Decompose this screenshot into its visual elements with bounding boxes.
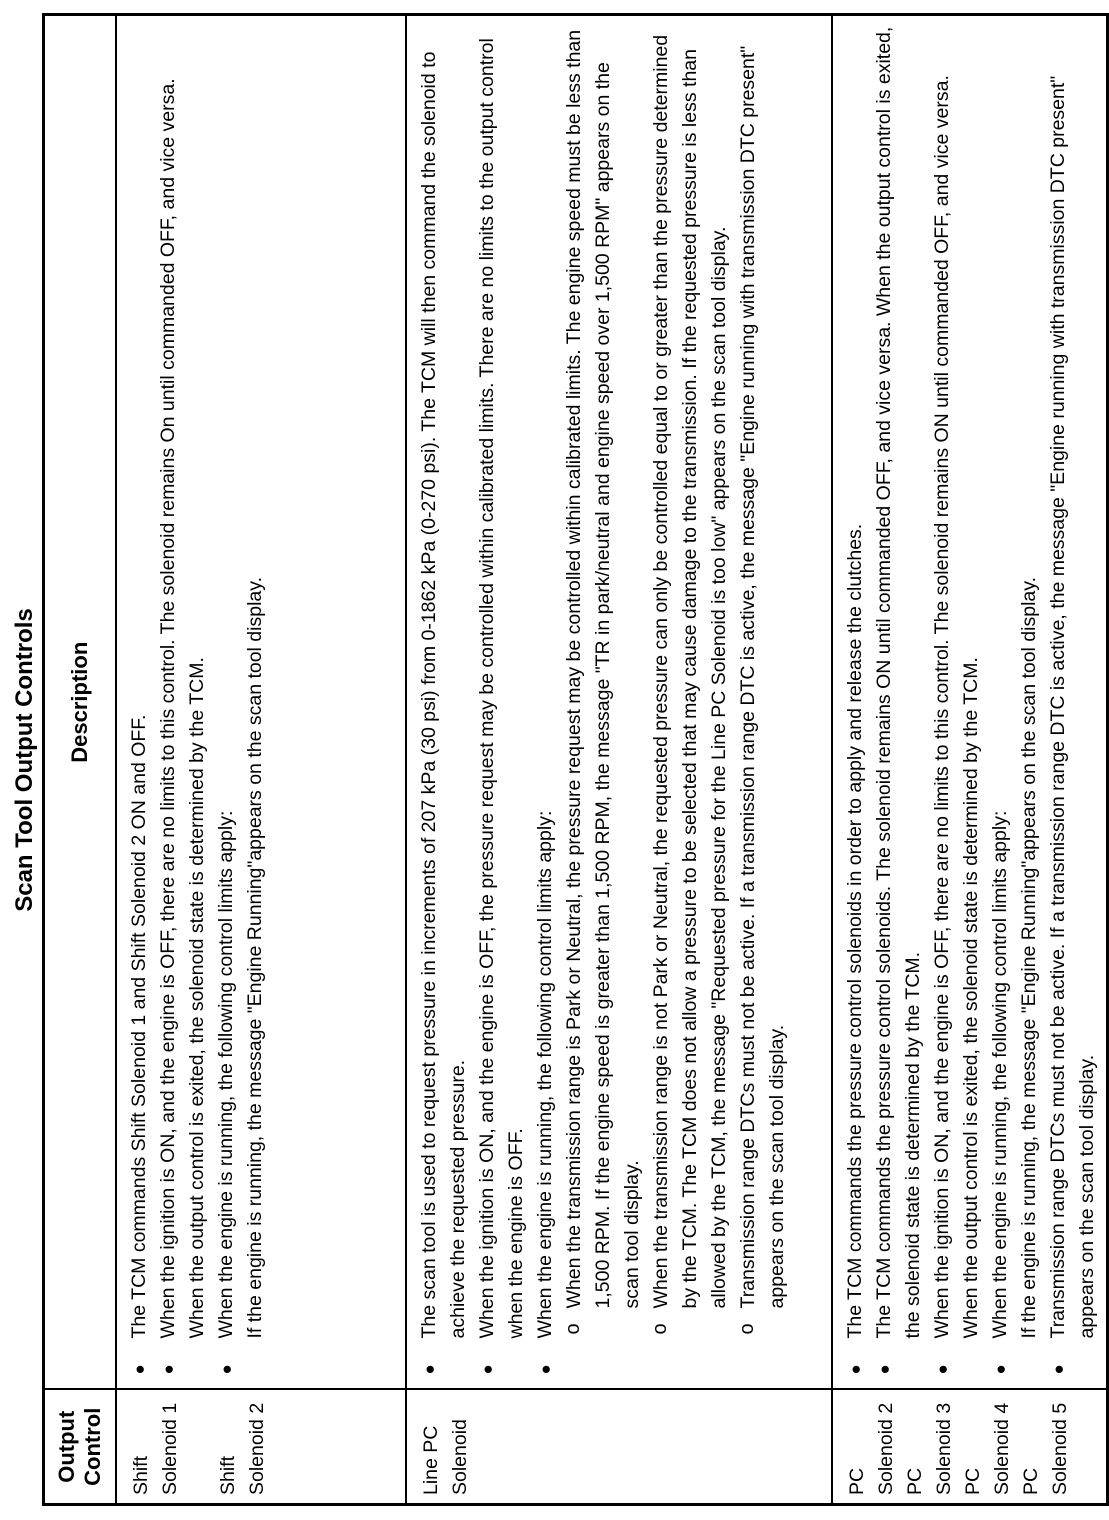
output-label: Solenoid 3 bbox=[933, 1402, 955, 1495]
bullet-continuation: If the engine is running, the message "Engine Running"appears on the scan tool display. bbox=[244, 577, 266, 1339]
bullet-item: ● Transmission range DTCs must not be active. If a transmission range DTC is active, the message "Engine running with transmission DTC present" appears on the scan tool display. bbox=[1044, 26, 1102, 1379]
bullet-item: ● The TCM commands the pressure control solenoids in order to apply and release the clutches. bbox=[841, 26, 870, 1379]
output-cell bbox=[116, 1390, 406, 1505]
output-label: PC bbox=[1020, 1467, 1042, 1495]
table-row-pc-solenoids bbox=[832, 15, 1108, 1505]
output-label: Solenoid bbox=[449, 1419, 471, 1495]
bullet-item bbox=[212, 26, 270, 1379]
description-cell bbox=[406, 15, 832, 1390]
bullet-text: ● When the engine is running, the following control limits apply: bbox=[215, 810, 237, 1339]
output-label: PC bbox=[962, 1467, 984, 1495]
sub-bullet-item: o Transmission range DTCs must not be active. If a transmission range DTC is active, the message "Engine running with transmission DTC present" appears on the scan tool display. bbox=[734, 26, 792, 1339]
description-cell bbox=[832, 15, 1108, 1390]
output-controls-table bbox=[42, 13, 1109, 1506]
output-label: Solenoid 4 bbox=[991, 1402, 1013, 1495]
output-label: Line PC bbox=[420, 1425, 442, 1495]
bullet-item: ● When the ignition is ON, and the engine is OFF, the pressure request may be controlled within calibrated limits. There are no limits to the output control when the engine is OFF. bbox=[473, 26, 531, 1379]
bullet-item: ● The scan tool is used to request pressure in increments of 207 kPa (30 psi) from 0-1862 kPa (0-270 psi). The TCM will then command the solenoid to achieve the requested pressure. bbox=[415, 26, 473, 1379]
bullet-text: ● When the engine is running, the following control limits apply: bbox=[989, 810, 1011, 1339]
header-output-control bbox=[44, 1390, 117, 1505]
output-cell bbox=[406, 1390, 832, 1505]
header-output-line2: Control bbox=[80, 1407, 105, 1486]
bullet-item bbox=[531, 26, 792, 1379]
table-row-shift-solenoids bbox=[116, 15, 406, 1505]
bullet-item: ● The TCM commands the pressure control solenoids. The solenoid remains ON until commanded OFF, and vice versa. When the output control is exited, the solenoid state is determined by the TCM. bbox=[870, 26, 928, 1379]
header-description: Description bbox=[44, 15, 117, 1390]
header-row bbox=[44, 15, 117, 1505]
bullet-text: ● When the engine is running, the following control limits apply: bbox=[534, 810, 556, 1339]
output-label: PC bbox=[904, 1467, 926, 1495]
output-label: Solenoid 5 bbox=[1049, 1402, 1071, 1495]
output-label: Shift bbox=[217, 1455, 239, 1495]
page-title: Scan Tool Output Controls bbox=[11, 608, 38, 912]
table-row-line-pc-solenoid bbox=[406, 15, 832, 1505]
output-label: Solenoid 2 bbox=[875, 1402, 897, 1495]
bullet-item bbox=[986, 26, 1044, 1379]
sub-bullet-item: o When the transmission range is Park or Neutral, the pressure request may be controlled within calibrated limits. The engine speed must be less than 1,500 RPM. If the engine speed is greater than 1,500 RPM, the message "TR in park/neutral and engine speed over 1,500 RPM" appears on the scan tool display. bbox=[560, 26, 647, 1339]
header-output-line1: Output bbox=[54, 1410, 79, 1483]
output-label: Shift bbox=[130, 1455, 152, 1495]
description-cell bbox=[116, 15, 406, 1390]
sub-bullet-item: o When the transmission range is not Park or Neutral, the requested pressure can only be controlled equal to or greater than the pressure determined by the TCM. The TCM does not allow a pressure to be selected that may cause damage to the transmission. If the requested pressure is less than allowed by the TCM, the message "Requested pressure for the Line PC Solenoid is too low" appears on the scan tool display. bbox=[647, 26, 734, 1339]
output-label: Solenoid 2 bbox=[246, 1402, 268, 1495]
bullet-item: ● When the ignition is ON, and the engine is OFF, there are no limits to this control. The solenoid remains ON until commanded OFF, and vice versa. When the output control is exited, the solenoid state is determined by the TCM. bbox=[928, 26, 986, 1379]
bullet-item: ● The TCM commands Shift Solenoid 1 and Shift Solenoid 2 ON and OFF. bbox=[125, 26, 154, 1379]
output-cell bbox=[832, 1390, 1108, 1505]
bullet-continuation: If the engine is running, the message "Engine Running"appears on the scan tool display. bbox=[1018, 577, 1040, 1339]
output-label: PC bbox=[846, 1467, 868, 1495]
bullet-item: ● When the ignition is ON, and the engine is OFF, there are no limits to this control. The solenoid remains On until commanded OFF, and vice versa. When the output control is exited, the solenoid state is determined by the TCM. bbox=[154, 26, 212, 1379]
output-label: Solenoid 1 bbox=[159, 1402, 181, 1495]
